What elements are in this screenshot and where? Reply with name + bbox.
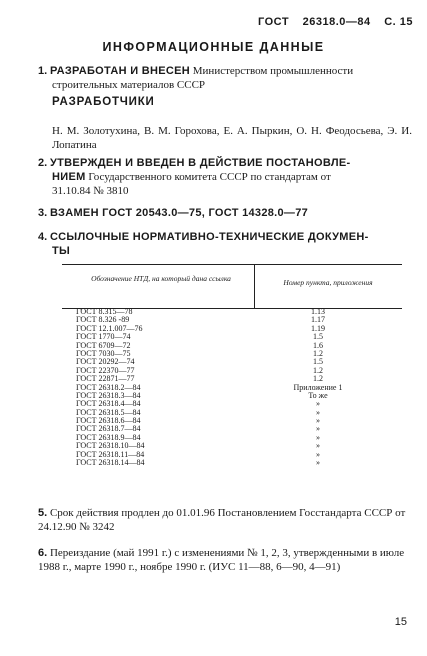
table-cell-document: ГОСТ 26318.4—84 (76, 399, 141, 409)
table-cell-clause: 1.5 (313, 357, 323, 367)
table-cell-clause: » (316, 449, 320, 459)
section-2-line3: 31.10.84 № 3810 (52, 185, 129, 197)
section-3 (38, 206, 412, 220)
table-cell-document: ГОСТ 26318.6—84 (76, 416, 141, 426)
section-1-number: 1. (38, 65, 48, 77)
table-header-clause: Номер пункта, приложения (283, 278, 373, 287)
table-cell-document: ГОСТ 26318.3—84 (76, 390, 141, 400)
section-2-number: 2. (38, 157, 48, 169)
table-cell-document: ГОСТ 26318.9—84 (76, 432, 141, 442)
developers-title: РАЗРАБОТЧИКИ (52, 96, 155, 108)
table-column-divider (254, 264, 255, 308)
table-body (62, 308, 402, 467)
header-standard: ГОСТ (258, 16, 290, 28)
section-5 (38, 506, 412, 534)
table-cell-document: ГОСТ 22871—77 (76, 374, 135, 384)
table-cell-document: ГОСТ 26318.11—84 (76, 449, 145, 459)
section-2 (38, 156, 412, 198)
table-cell-document: ГОСТ 8.326 -89 (76, 315, 130, 325)
section-4-text2: ТЫ (52, 245, 71, 257)
section-1-text: Министерством промышленности (192, 65, 354, 77)
section-4 (38, 230, 412, 258)
table-cell-clause: 1.2 (313, 348, 323, 358)
table-cell-clause: » (316, 399, 320, 409)
table-cell-document: ГОСТ 26318.2—84 (76, 382, 141, 392)
table-cell-document: ГОСТ 7030—75 (76, 348, 131, 358)
section-3-number: 3. (38, 207, 48, 219)
table-cell-document: ГОСТ 26318.14—84 (76, 458, 145, 468)
table-cell-clause: » (316, 407, 320, 417)
section-5-text: Срок действия продлен до 01.01.96 Постановлением Госстандарта СССР от 24.12.90 № 3242 (38, 507, 406, 533)
table-cell-clause: » (316, 458, 320, 468)
header-number: 26318.0—84 (302, 16, 371, 28)
section-6 (38, 546, 412, 574)
table-cell-clause: 1.13 (311, 307, 325, 316)
table-cell-clause: Приложение 1 (293, 382, 343, 392)
table-cell-clause: » (316, 441, 320, 451)
section-4-text: ССЫЛОЧНЫЕ НОРМАТИВНО-ТЕХНИЧЕСКИЕ ДОКУМЕН- (49, 231, 369, 243)
section-1-line2: строительных материалов СССР (52, 79, 206, 91)
table-cell-document: ГОСТ 26318.7—84 (76, 424, 141, 434)
developers-names: Н. М. Золотухина, В. М. Горохова, Е. А. Пыркин, О. Н. Феодосьева, Э. И. Лопатина (52, 125, 412, 151)
page-number: 15 (394, 616, 407, 628)
section-6-text: Переиздание (май 1991 г.) с изменениями № 1, 2, 3, утвержденными в июле 1988 г., марте 1990 г., ноябре 1990 г. (ИУС 11—88, 6—90, 4—91) (38, 547, 405, 573)
table-row (62, 459, 402, 467)
table-cell-document: ГОСТ 1770—74 (76, 332, 131, 342)
table-cell-clause: 1.19 (311, 323, 325, 333)
table-cell-document: ГОСТ 26318.10—84 (76, 441, 145, 451)
table-cell-document: ГОСТ 6709—72 (76, 340, 131, 350)
section-2-lead2: НИЕМ (52, 171, 86, 183)
section-3-text: ВЗАМЕН ГОСТ 20543.0—75, ГОСТ 14328.0—77 (49, 207, 309, 219)
table-cell-clause: 1.2 (313, 365, 323, 375)
page-header (248, 16, 413, 28)
table-cell-clause: » (316, 424, 320, 434)
table-cell-clause: 1.2 (313, 374, 323, 384)
table-top-rule (62, 264, 402, 265)
table-cell-clause: » (316, 416, 320, 426)
table-cell-clause: 1.17 (311, 315, 325, 325)
page-title: ИНФОРМАЦИОННЫЕ ДАННЫЕ (102, 40, 325, 54)
table-cell-clause: » (316, 432, 320, 442)
table-cell-clause: 1.5 (313, 332, 323, 342)
header-page-label: С. 15 (384, 16, 413, 28)
section-5-number: 5. (38, 507, 48, 519)
table-cell-document: ГОСТ 20292—74 (76, 357, 135, 367)
section-4-number: 4. (38, 231, 48, 243)
table-cell-clause: То же (308, 390, 328, 400)
table-cell-document: ГОСТ 26318.5—84 (76, 407, 141, 417)
table-header-document: Обозначение НТД, на который дана ссылка (91, 274, 231, 283)
section-2-lead: УТВЕРЖДЕН И ВВЕДЕН В ДЕЙСТВИЕ ПОСТАНОВЛЕ- (49, 157, 351, 169)
table-cell-clause: 1.6 (313, 340, 323, 350)
section-1-lead: РАЗРАБОТАН И ВНЕСЕН (49, 65, 191, 77)
table-cell-document: ГОСТ 22370—77 (76, 365, 135, 375)
section-1 (38, 64, 412, 92)
table-cell-document: ГОСТ 12.1.007—76 (76, 323, 143, 333)
table-cell-document: ГОСТ 8.315—78 (76, 307, 133, 316)
section-2-text: Государственного комитета СССР по стандартам от (88, 171, 331, 183)
section-6-number: 6. (38, 547, 48, 559)
